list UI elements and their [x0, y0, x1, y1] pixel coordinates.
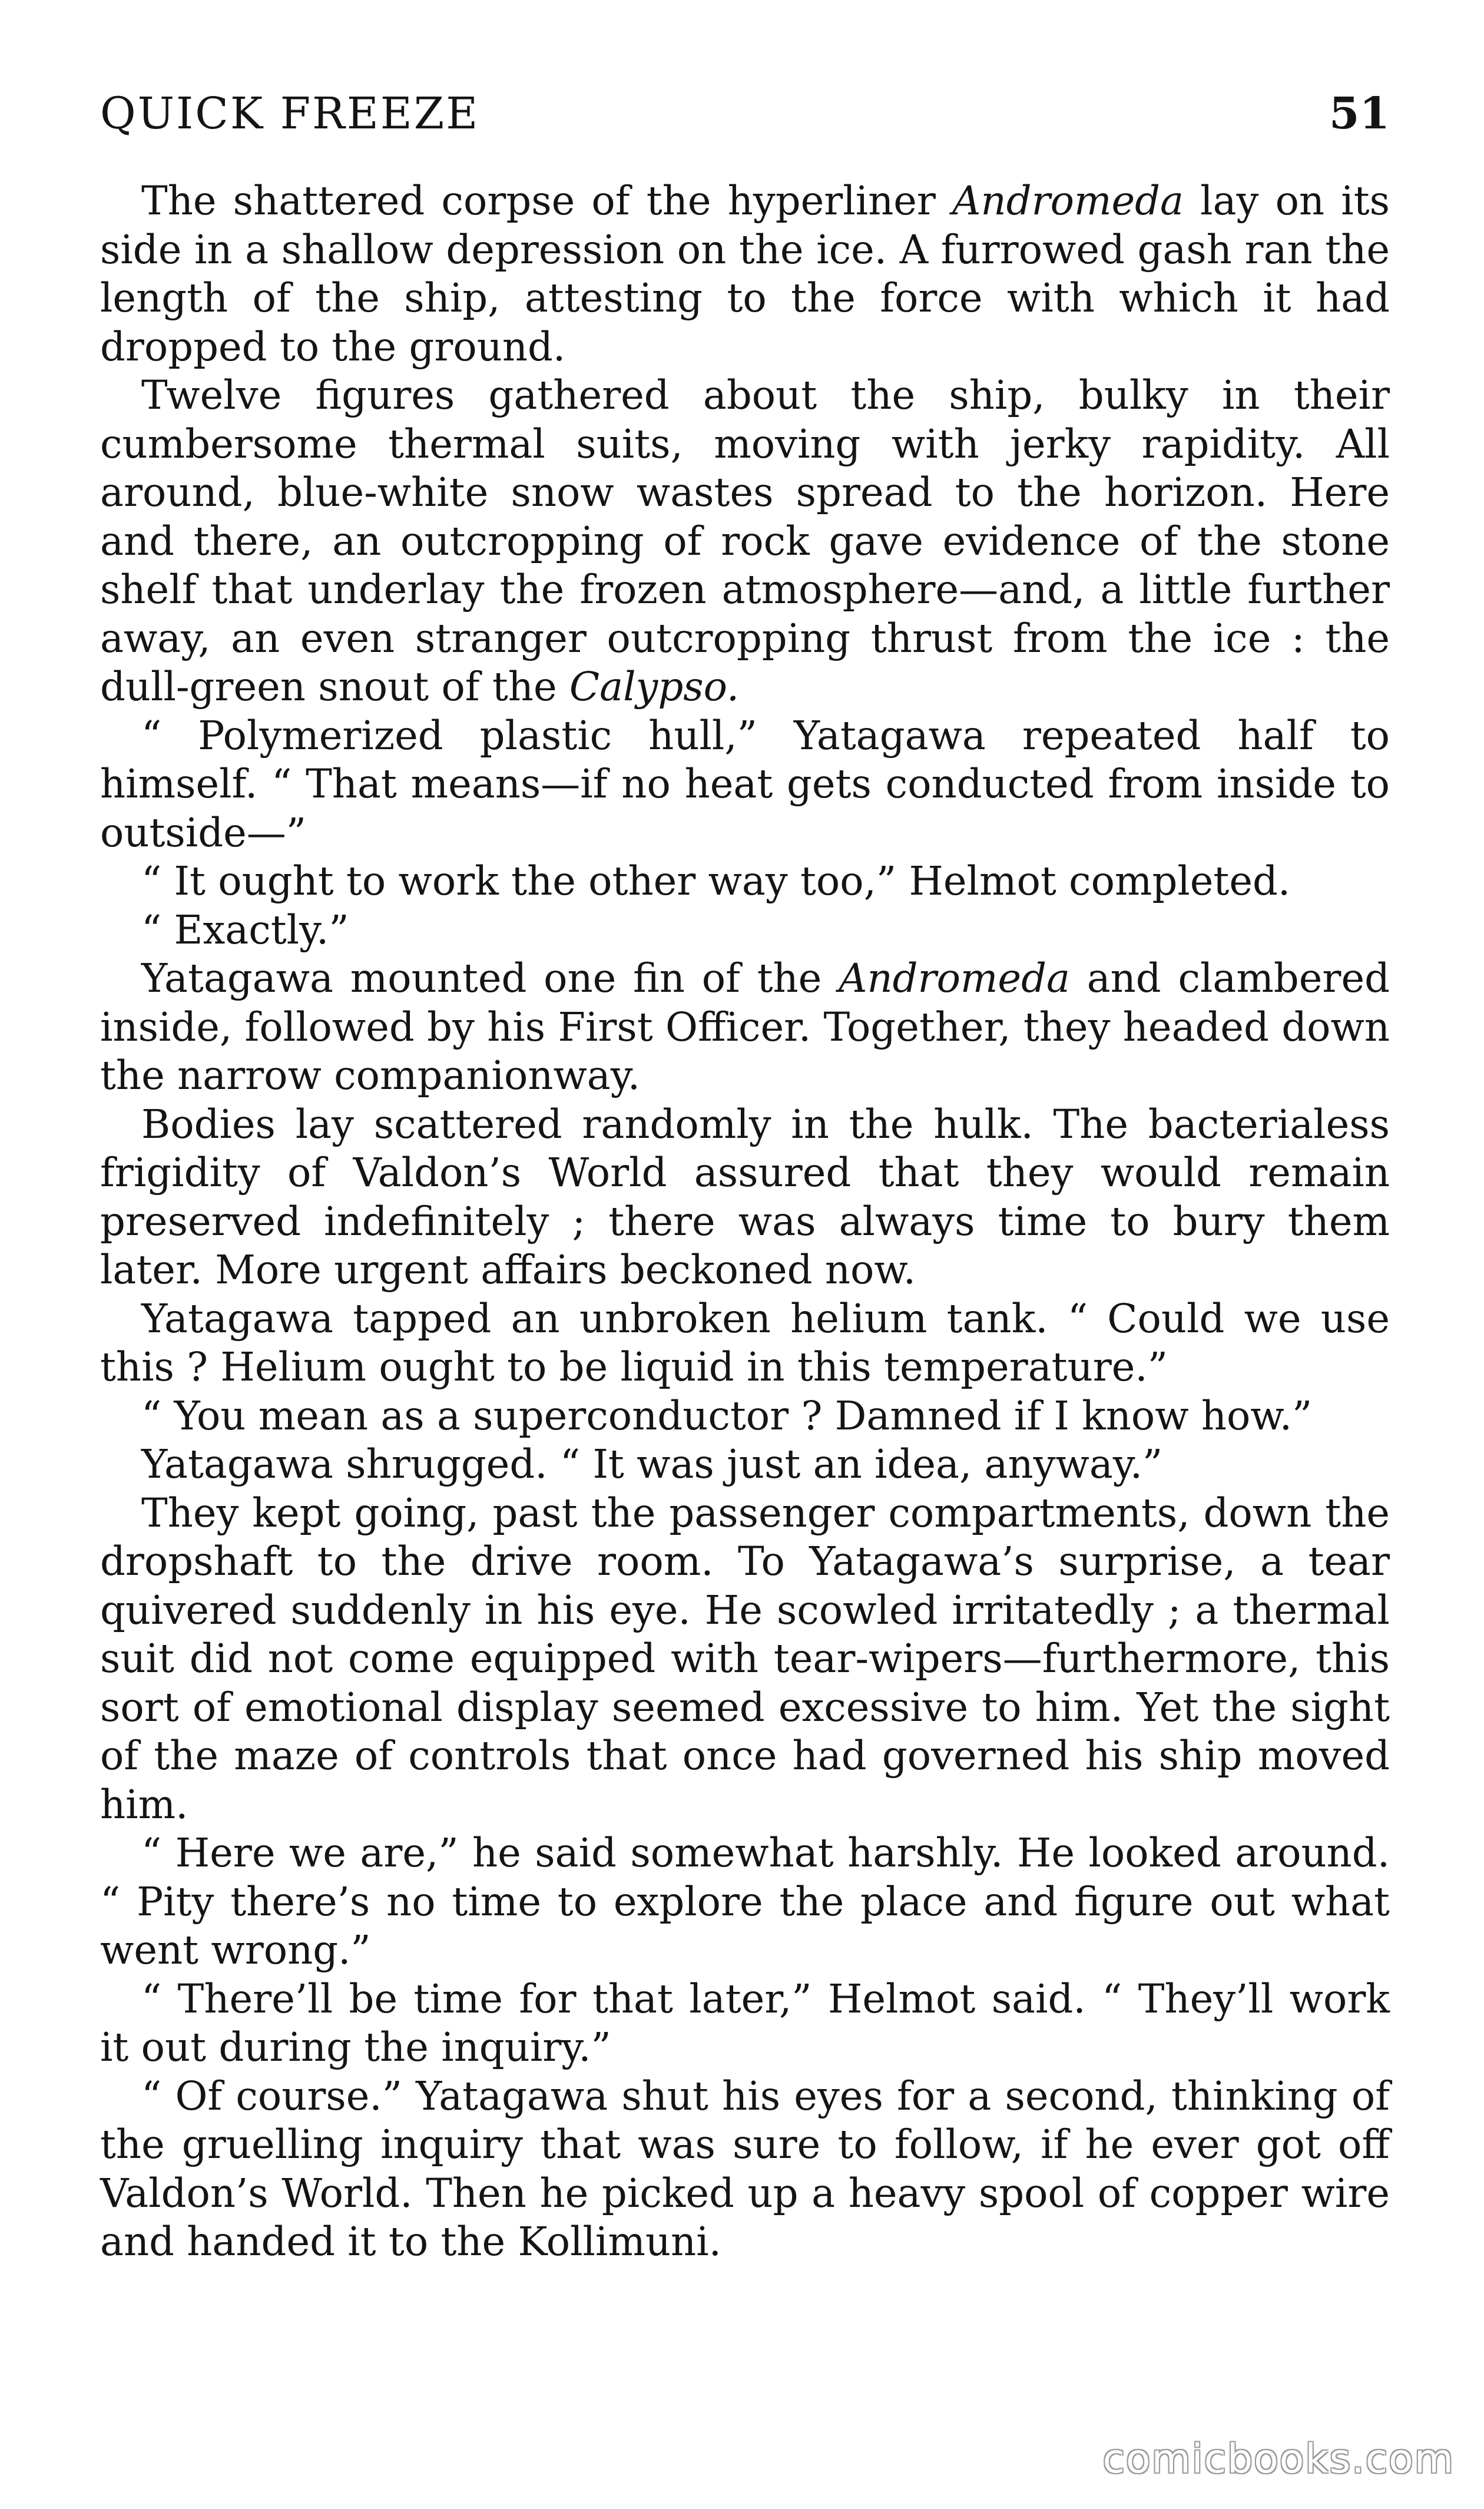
paragraph	[100, 177, 1390, 371]
paragraph: “ Here we are,” he said somewhat harshly. He looked around. “ Pity there’s no time to explore the place and figure out what went wrong.”	[100, 1830, 1390, 1973]
ship-name: Andromeda	[952, 178, 1184, 224]
paragraph: “ Polymerized plastic hull,” Yatagawa repeated half to himself. “ That means—if no heat gets conducted from inside to outside—”	[100, 712, 1390, 856]
paragraph: “ You mean as a superconductor ? Damned if I know how.”	[141, 1392, 1313, 1439]
body-text	[100, 177, 1390, 2266]
paragraph: “ There’ll be time for that later,” Helmot said. “ They’ll work it out during the inquiry.”	[100, 1975, 1390, 2070]
text-run: Yatagawa mounted one fin of the	[141, 955, 839, 1001]
paragraph	[100, 954, 1390, 1100]
text-run: Twelve figures gathered about the ship, bulky in their cumbersome thermal suits, moving with jerky rapidity. All around, blue-white snow wastes spread to the horizon. Here and there, an outcropping of rock gave evidence of the stone shelf that underlay the frozen atmosphere—and, a little further away, an even stranger outcropping thrust from the ice : the dull-green snout of the	[100, 372, 1390, 710]
text-run: The shattered corpse of the hyperliner	[141, 178, 953, 224]
paragraph: They kept going, past the passenger compartments, down the dropshaft to the drive room. To Yatagawa’s surprise, a tear quivered suddenly in his eye. He scowled irritatedly ; a thermal suit did not come equipped with tear-wipers—furthermore, this sort of emotional display seemed excessive to him. Yet the sight of the maze of controls that once had governed his ship moved him.	[100, 1489, 1390, 1828]
paragraph: “ Exactly.”	[141, 906, 349, 953]
paragraph	[100, 371, 1390, 711]
ship-name: Andromeda	[839, 955, 1070, 1001]
paragraph: Bodies lay scattered randomly in the hulk. The bacterialess frigidity of Valdon’s World assured that they would remain preserved indefinitely ; there was always time to bury them later. More urgent affairs beckoned now.	[100, 1101, 1390, 1293]
book-page	[100, 82, 1390, 2427]
text-run: and clambered inside, followed by his First Officer. Together, they headed down the narrow companionway.	[100, 955, 1390, 1098]
paragraph: “ Of course.” Yatagawa shut his eyes for a second, thinking of the gruelling inquiry that was sure to follow, if he ever got off Valdon’s World. Then he picked up a heavy spool of copper wire and handed it to the Kollimuni.	[100, 2073, 1390, 2265]
page-number: 51	[1329, 88, 1390, 139]
paragraph: Yatagawa shrugged. “ It was just an idea, anyway.”	[141, 1441, 1163, 1487]
running-head: QUICK FREEZE	[100, 88, 480, 139]
paragraph: Yatagawa tapped an unbroken helium tank. “ Could we use this ? Helium ought to be liquid in this temperature.”	[100, 1295, 1390, 1390]
page-header	[100, 82, 1390, 147]
watermark: comicbooks.com	[1102, 2436, 1455, 2482]
text-run: lay on its side in a shallow depression on the ice. A furrowed gash ran the length of the ship, attesting to the force with which it had dropped to the ground.	[100, 178, 1390, 370]
paragraph: “ It ought to work the other way too,” Helmot completed.	[141, 858, 1291, 904]
ship-name: Calypso.	[569, 664, 740, 710]
